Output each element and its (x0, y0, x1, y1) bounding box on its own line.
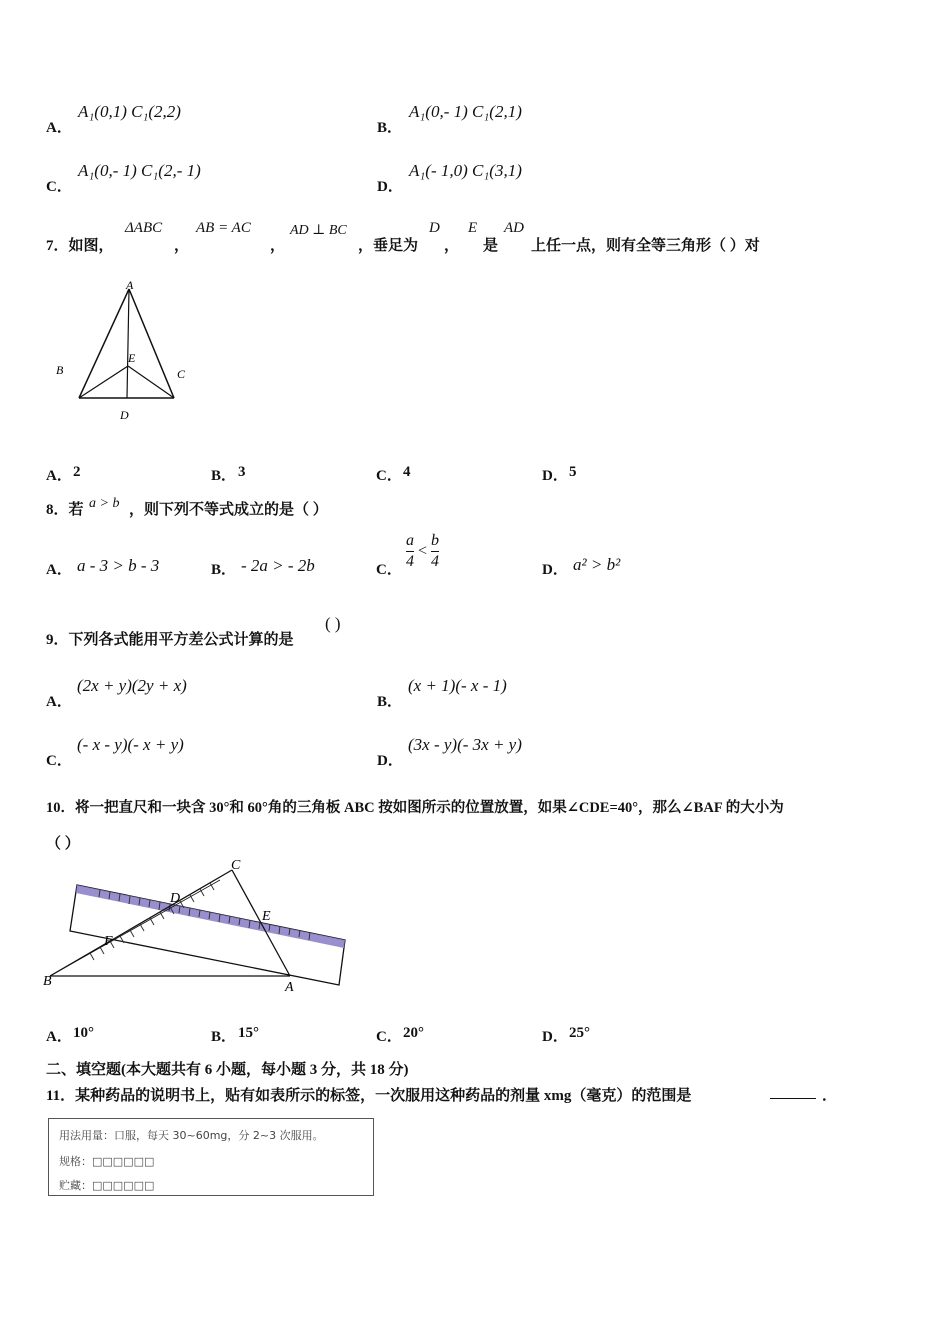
q8-option-b-text: - 2a > - 2b (241, 556, 315, 575)
q10-option-a-text: 10° (73, 1025, 94, 1041)
q11-end: ． (822, 1088, 838, 1104)
q7-option-d-text: 5 (569, 464, 577, 480)
q10-option-b-text: 15° (238, 1025, 259, 1041)
q7-expr-e: E (468, 220, 478, 236)
section-fill-in-title: 二、填空题(本大题共有 6 小题，每小题 3 分，共 18 分) (46, 1062, 409, 1078)
q10-fig-label-f: F (104, 934, 113, 949)
q7-fig-label-b: B (56, 363, 64, 377)
q7-expr-ad: AD (504, 220, 524, 236)
q10-option-a-label: A． (46, 1029, 72, 1045)
q7-text-is: 是 (483, 238, 499, 254)
q10-ruler-triangle-figure (40, 852, 360, 997)
q8-fraction-b: $\frac{b}{4}$ (431, 532, 440, 570)
q7-expr-d: D (429, 220, 440, 236)
q6-option-b-text: A₁(0,- 1) C₁(2,1) (409, 102, 522, 121)
q9-option-a-text: (2x + y)(2y + x) (77, 676, 187, 695)
q7-option-d-label: D． (542, 468, 568, 484)
q10-fig-label-e: E (262, 909, 271, 924)
q9-option-c-text: (- x - y)(- x + y) (77, 735, 184, 754)
q8-option-b-label: B． (211, 562, 237, 578)
q7-text-foot: ，垂足为 (358, 238, 419, 254)
q6-option-d-text: A₁(- 1,0) C₁(3,1) (409, 161, 522, 180)
q10-option-c-label: C． (376, 1029, 402, 1045)
q9-option-d-text: (3x - y)(- 3x + y) (408, 735, 522, 754)
q10-option-b-label: B． (211, 1029, 237, 1045)
q7-option-b-text: 3 (238, 464, 246, 480)
q11-label-storage: 贮藏：□□□□□□ (59, 1179, 155, 1192)
q8-option-d-text: a² > b² (573, 555, 621, 574)
q7-fig-label-c: C (177, 367, 186, 381)
q8-less-than: < (418, 542, 428, 560)
q7-triangle-figure (50, 278, 200, 428)
q8-option-a-text: a - 3 > b - 3 (77, 556, 160, 575)
q8-fraction-a: $\frac{a}{4}$ (406, 532, 414, 570)
q6-option-c-label: C． (46, 179, 72, 195)
q11-text: 11．某种药品的说明书上，贴有如表所示的标签，一次服用这种药品的剂量 xmg（毫克）的范围是 (46, 1088, 692, 1104)
q7-option-c-text: 4 (403, 464, 411, 480)
q7-sep1: ， (174, 238, 190, 254)
q7-option-a-label: A． (46, 468, 72, 484)
q10-option-c-text: 20° (403, 1025, 424, 1041)
q7-expr-ad-perp-bc: AD ⊥ BC (290, 223, 347, 238)
q7-option-a-text: 2 (73, 464, 81, 480)
q10-option-d-label: D． (542, 1029, 568, 1045)
q8-prefix: 8．若 (46, 502, 84, 518)
q7-sep2: ， (270, 238, 286, 254)
q8-option-c-expr (406, 531, 439, 572)
q8-suffix: ，则下列不等式成立的是（ ） (129, 502, 328, 518)
q7-expr-triangle: ΔABC (125, 220, 163, 236)
q9-option-c-label: C． (46, 753, 72, 769)
q9-text: 9．下列各式能用平方差公式计算的是 (46, 632, 294, 648)
q7-fig-label-d: D (120, 408, 129, 422)
q9-option-b-label: B． (377, 694, 403, 710)
q7-fig-label-a: A (126, 278, 134, 292)
q6-option-a-text: A₁(0,1) C₁(2,2) (78, 102, 181, 121)
q10-fig-label-c: C (231, 858, 241, 873)
q9-paren: ( ) (325, 614, 341, 633)
q7-number: 7．如图， (46, 238, 114, 254)
q10-line1: 10．将一把直尺和一块含 30°和 60°角的三角板 ABC 按如图所示的位置放置，如果∠CDE=40°，那么∠BAF 的大小为 (46, 800, 784, 816)
q9-option-a-label: A． (46, 694, 72, 710)
q7-option-c-label: C． (376, 468, 402, 484)
q11-medicine-label (48, 1118, 374, 1196)
q6-option-d-label: D． (377, 179, 403, 195)
q11-label-spec: 规格：□□□□□□ (59, 1155, 155, 1168)
q11-answer-blank (770, 1086, 816, 1104)
q7-fig-label-e: E (128, 351, 136, 365)
q10-option-d-text: 25° (569, 1025, 590, 1041)
q6-option-b-label: B． (377, 120, 403, 136)
q10-fig-label-b: B (43, 974, 52, 989)
q7-sep3: ， (444, 238, 460, 254)
q10-fig-label-d: D (170, 891, 181, 906)
q8-option-a-label: A． (46, 562, 72, 578)
q8-condition: a > b (89, 496, 120, 511)
q9-option-b-text: (x + 1)(- x - 1) (408, 676, 507, 695)
q6-option-a-label: A． (46, 120, 72, 136)
q10-line2: （ ） (46, 836, 80, 852)
q6-option-c-text: A₁(0,- 1) C₁(2,- 1) (78, 161, 201, 180)
q9-option-d-label: D． (377, 753, 403, 769)
q7-text-rest: 上任一点，则有全等三角形（ ）对 (531, 238, 760, 254)
q8-option-c-label: C． (376, 562, 402, 578)
q7-expr-ab-ac: AB = AC (196, 220, 251, 236)
q10-fig-label-a: A (285, 980, 294, 995)
q7-option-b-label: B． (211, 468, 237, 484)
q8-option-d-label: D． (542, 562, 568, 578)
q11-label-usage: 用法用量：口服，每天 30~60mg，分 2~3 次服用。 (59, 1129, 324, 1142)
